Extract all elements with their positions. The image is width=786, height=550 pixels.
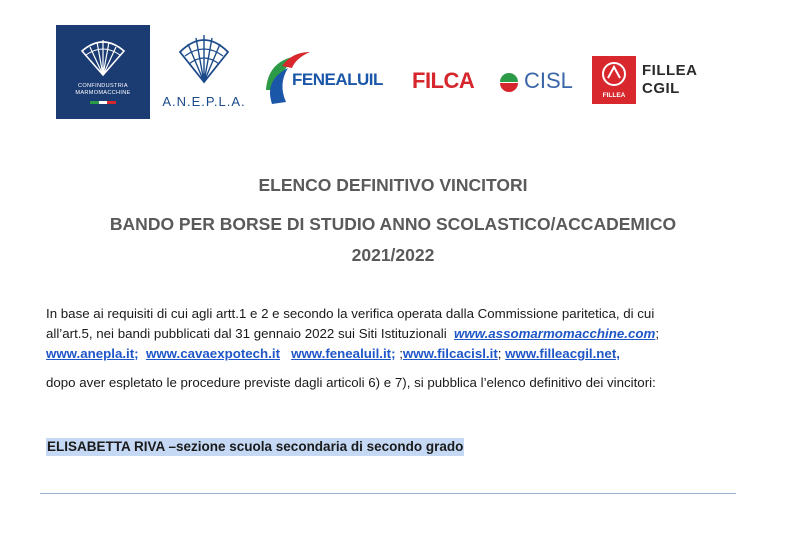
filleacgil-link[interactable]: www.filleacgil.net,: [505, 346, 620, 361]
intro-paragraph: [46, 304, 758, 364]
links-line: [46, 344, 758, 364]
divider: [40, 493, 736, 494]
fenealuil-link[interactable]: www.fenealuil.it;: [291, 346, 396, 361]
filca-emblem-icon: [498, 70, 520, 92]
confindustria-line1: CONFINDUSTRIA: [78, 83, 128, 89]
shell-icon: [78, 37, 128, 77]
filcacisl-link[interactable]: www.filcacisl.it: [402, 346, 498, 361]
intro-line-2: [46, 324, 758, 344]
fillea-emblem-icon: [592, 58, 636, 92]
confindustria-line2: MARMOMACCHINE: [75, 90, 131, 96]
page-subtitle: BANDO PER BORSE DI STUDIO ANNO SCOLASTICO/ACCADEMICO: [109, 214, 677, 234]
intro-line-2-text: all’art.5, nei bandi pubblicati dal 31 gennaio 2022 sui Siti Istituzionali: [46, 326, 447, 341]
fillea-badge-text: FILLEA: [602, 92, 626, 99]
italian-flag-icon: [90, 101, 116, 104]
intro-line-1: In base ai requisiti di cui agli artt.1 e 2 e secondo la verifica operata dalla Commissione paritetica, di cui: [46, 306, 655, 321]
separator: ;: [655, 326, 660, 341]
page-title: ELENCO DEFINITIVO VINCITORI: [258, 175, 528, 195]
separator: ;: [497, 346, 502, 361]
separator: ;: [395, 346, 403, 361]
feneal-logo-text: FENEALUIL: [292, 70, 383, 89]
cavaexpotech-link[interactable]: www.cavaexpotech.it: [146, 346, 281, 361]
filca-cisl-logo: [412, 68, 592, 100]
shell-icon: [176, 32, 232, 84]
fillea-badge: [592, 56, 636, 104]
fillea-cgil-logo: [592, 56, 722, 106]
anepla-link[interactable]: www.anepla.it: [46, 346, 135, 361]
fillea-logo-line2: CGIL: [642, 80, 680, 97]
feneal-uil-logo: [258, 46, 400, 116]
separator: ;: [134, 346, 139, 361]
logo-strip: [0, 22, 786, 122]
assomarmomacchine-link[interactable]: www.assomarmomacchine.com: [454, 326, 656, 341]
anepla-logo-text: A.N.E.P.L.A.: [162, 94, 246, 109]
page-year: 2021/2022: [351, 245, 435, 265]
anepla-logo: [158, 28, 250, 118]
winner-entry: ELISABETTA RIVA –sezione scuola secondaria di secondo grado: [47, 439, 464, 454]
procedure-paragraph: dopo aver espletato le procedure previste dagli articoli 6) e 7), si pubblica l’elenco definitivo dei vincitori:: [46, 375, 656, 390]
confindustria-logo: [56, 25, 150, 119]
cisl-logo-text: CISL: [524, 68, 573, 93]
fillea-logo-line1: FILLEA: [642, 62, 698, 79]
filca-logo-text: FILCA: [412, 68, 475, 93]
